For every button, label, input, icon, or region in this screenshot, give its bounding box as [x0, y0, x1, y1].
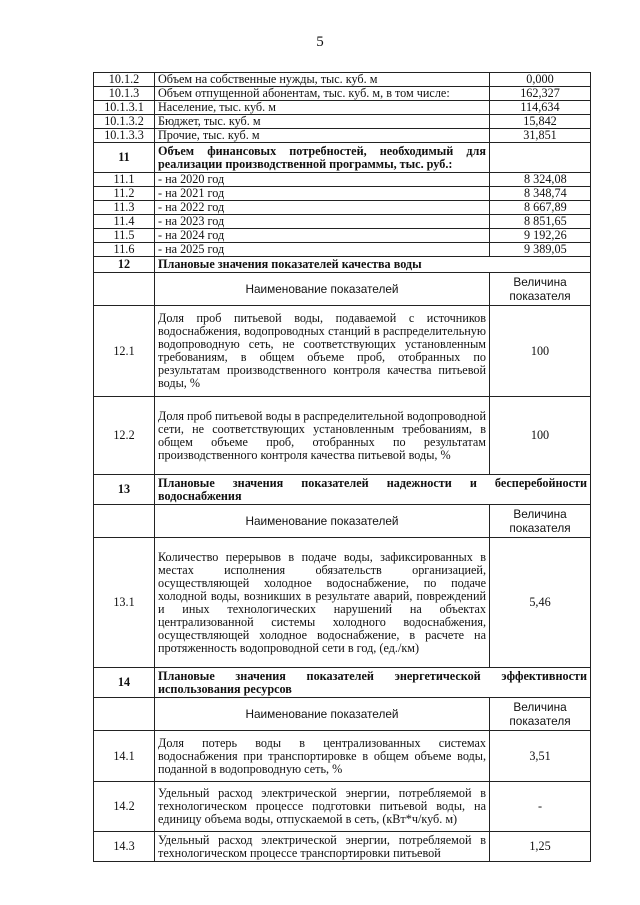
item-number: 14.1 [94, 731, 155, 782]
item-number: 13.1 [94, 538, 155, 668]
item-value: 8 667,89 [490, 201, 591, 215]
item-number: 11.3 [94, 201, 155, 215]
section-value [490, 143, 591, 173]
table-row [94, 215, 591, 229]
section-title: Плановые значения показателей энергетической эффективности использования ресурсов [155, 668, 591, 698]
table-row [94, 538, 591, 668]
table-row [94, 87, 591, 101]
table-row [94, 187, 591, 201]
item-name: - на 2025 год [155, 243, 490, 257]
table-row [94, 505, 591, 538]
item-name: - на 2021 год [155, 187, 490, 201]
section-title: Плановые значения показателей надежности и бесперебойности водоснабжения [155, 475, 591, 505]
table-row [94, 273, 591, 306]
column-header-name: Наименование показателей [155, 273, 490, 306]
table-row [94, 397, 591, 475]
table-row [94, 101, 591, 115]
item-number: 10.1.2 [94, 73, 155, 87]
item-value: 8 348,74 [490, 187, 591, 201]
item-value: 162,327 [490, 87, 591, 101]
item-value: 5,46 [490, 538, 591, 668]
table-row [94, 173, 591, 187]
item-value: 100 [490, 306, 591, 397]
item-number: 12.1 [94, 306, 155, 397]
item-name: Прочие, тыс. куб. м [155, 129, 490, 143]
item-value: 114,634 [490, 101, 591, 115]
item-name: Доля потерь воды в централизованных системах водоснабжения при транспортировке в общем объеме воды, поданной в водопроводную сеть, % [155, 731, 490, 782]
section-number: 12 [94, 257, 155, 273]
empty-cell [94, 505, 155, 538]
table-row [94, 201, 591, 215]
table-row [94, 731, 591, 782]
item-name: Объем отпущенной абонентам, тыс. куб. м, в том числе: [155, 87, 490, 101]
column-header-name: Наименование показателей [155, 505, 490, 538]
item-name: Удельный расход электрической энергии, потребляемой в технологическом процессе подготовки питьевой воды, на единицу объема воды, отпускаемой в сеть, (кВт*ч/куб. м) [155, 782, 490, 832]
item-number: 11.6 [94, 243, 155, 257]
item-name: - на 2022 год [155, 201, 490, 215]
item-number: 10.1.3.3 [94, 129, 155, 143]
item-number: 14.3 [94, 832, 155, 862]
item-number: 12.2 [94, 397, 155, 475]
table-row [94, 832, 591, 862]
section-title: Плановые значения показателей качества воды [155, 257, 591, 273]
item-number: 11.1 [94, 173, 155, 187]
section-number: 14 [94, 668, 155, 698]
item-number: 10.1.3 [94, 87, 155, 101]
column-header-value: Величина показателя [490, 505, 591, 538]
section-number: 13 [94, 475, 155, 505]
column-header-value: Величина показателя [490, 273, 591, 306]
item-value: - [490, 782, 591, 832]
item-value: 8 851,65 [490, 215, 591, 229]
item-value: 9 389,05 [490, 243, 591, 257]
table-row [94, 698, 591, 731]
item-number: 14.2 [94, 782, 155, 832]
item-value: 15,842 [490, 115, 591, 129]
production-program-table [93, 72, 591, 862]
table-row [94, 73, 591, 87]
item-value: 0,000 [490, 73, 591, 87]
item-number: 11.2 [94, 187, 155, 201]
empty-cell [94, 273, 155, 306]
table-row [94, 306, 591, 397]
item-value: 31,851 [490, 129, 591, 143]
table-row [94, 257, 591, 273]
table-row [94, 668, 591, 698]
item-number: 11.5 [94, 229, 155, 243]
item-name: Доля проб питьевой воды в распределительной водопроводной сети, не соответствующих установленным требованиям, в общем объеме проб, отобранных по результатам производственного контроля качества питьевой воды, % [155, 397, 490, 475]
table-row [94, 129, 591, 143]
item-name: Количество перерывов в подаче воды, зафиксированных в местах исполнения обязательств организацией, осуществляющей холодное водоснабжение, по подаче холодной воды, возникших в результате аварий, повреждений и иных технологических нарушений на объектах централизованной системы холодного водоснабжения, осуществляющей холодное водоснабжение, в расчете на протяженность водопроводной сети в год, (ед./км) [155, 538, 490, 668]
item-name: - на 2020 год [155, 173, 490, 187]
item-name: Доля проб питьевой воды, подаваемой с источников водоснабжения, водопроводных станций в распределительную водопроводную сеть, не соответствующих установленным требованиям, в общем объеме проб, отобранных по результатам производственного контроля качества питьевой воды, % [155, 306, 490, 397]
empty-cell [94, 698, 155, 731]
table-row [94, 475, 591, 505]
item-name: - на 2024 год [155, 229, 490, 243]
item-name: Бюджет, тыс. куб. м [155, 115, 490, 129]
table-row [94, 782, 591, 832]
item-name: Население, тыс. куб. м [155, 101, 490, 115]
item-value: 8 324,08 [490, 173, 591, 187]
section-number: 11 [94, 143, 155, 173]
table-row [94, 229, 591, 243]
item-name: Удельный расход электрической энергии, потребляемой в технологическом процессе транспортировки питьевой [155, 832, 490, 862]
column-header-name: Наименование показателей [155, 698, 490, 731]
item-name: - на 2023 год [155, 215, 490, 229]
item-number: 10.1.3.2 [94, 115, 155, 129]
table-row [94, 115, 591, 129]
page-number: 5 [316, 34, 324, 50]
item-number: 10.1.3.1 [94, 101, 155, 115]
column-header-value: Величина показателя [490, 698, 591, 731]
item-value: 9 192,26 [490, 229, 591, 243]
table-row [94, 143, 591, 173]
item-number: 11.4 [94, 215, 155, 229]
item-name: Объем на собственные нужды, тыс. куб. м [155, 73, 490, 87]
item-value: 100 [490, 397, 591, 475]
table-row [94, 243, 591, 257]
item-value: 3,51 [490, 731, 591, 782]
section-title: Объем финансовых потребностей, необходимый для реализации производственной программы, тыс. руб.: [155, 143, 490, 173]
item-value: 1,25 [490, 832, 591, 862]
